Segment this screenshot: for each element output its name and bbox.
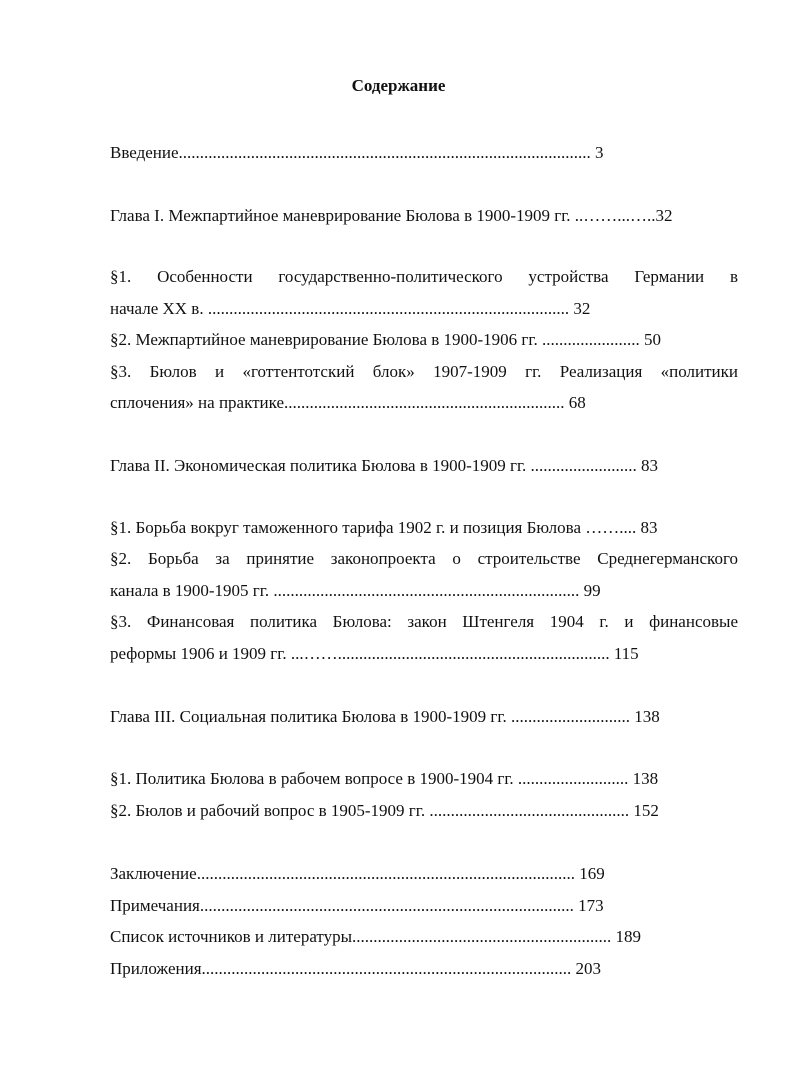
toc-entry-chapter-2: Глава II. Экономическая политика Бюлова в 1900-1909 гг. ......................... 83 <box>110 456 659 475</box>
toc-entry-ch2-s2-line2: канала в 1900-1905 гг. ........................................................................ 99 <box>110 581 601 600</box>
page-title: Содержание <box>351 76 446 95</box>
toc-entry-sources: Список источников и литературы............................................................. 189 <box>110 927 642 946</box>
toc-entry-appendices: Приложения....................................................................................... 203 <box>110 959 602 978</box>
toc-entry-ch2-s3-line2: реформы 1906 и 1909 гг. ...……................................................................ 115 <box>110 644 639 663</box>
toc-entry-chapter-3: Глава III. Социальная политика Бюлова в 1900-1909 гг. ............................ 138 <box>110 707 660 726</box>
toc-entry-ch2-s1: §1. Борьба вокруг таможенного тарифа 1902 г. и позиция Бюлова …….... 83 <box>110 518 658 537</box>
toc-entry-ch1-s3-line1: §3. Бюлов и «готтентотский блок» 1907-1909 гг. Реализация «политики <box>110 362 738 381</box>
toc-entry-ch2-s2-line1: §2. Борьба за принятие законопроекта о строительстве Среднегерманского <box>110 549 738 568</box>
toc-entry-ch3-s2: §2. Бюлов и рабочий вопрос в 1905-1909 гг. ............................................... 152 <box>110 801 659 820</box>
toc-entry-ch3-s1: §1. Политика Бюлова в рабочем вопросе в 1900-1904 гг. .......................... 138 <box>110 769 659 788</box>
toc-entry-ch1-s1-line1: §1. Особенности государственно-политического устройства Германии в <box>110 267 738 286</box>
toc-entry-conclusion: Заключение......................................................................................... 169 <box>110 864 605 883</box>
toc-entry-introduction: Введение................................................................................................. 3 <box>110 143 604 162</box>
toc-entry-notes: Примечания........................................................................................ 173 <box>110 896 604 915</box>
toc-entry-ch1-s3-line2: сплочения» на практике.................................................................. 68 <box>110 393 586 412</box>
toc-entry-ch1-s2: §2. Межпартийное маневрирование Бюлова в 1900-1906 гг. ....................... 50 <box>110 330 661 349</box>
toc-entry-chapter-1: Глава I. Межпартийное маневрирование Бюлова в 1900-1909 гг. ..……...…..32 <box>110 206 673 225</box>
toc-entry-ch1-s1-line2: начале XX в. ..................................................................................... 32 <box>110 299 591 318</box>
toc-entry-ch2-s3-line1: §3. Финансовая политика Бюлова: закон Штенгеля 1904 г. и финансовые <box>110 612 738 631</box>
